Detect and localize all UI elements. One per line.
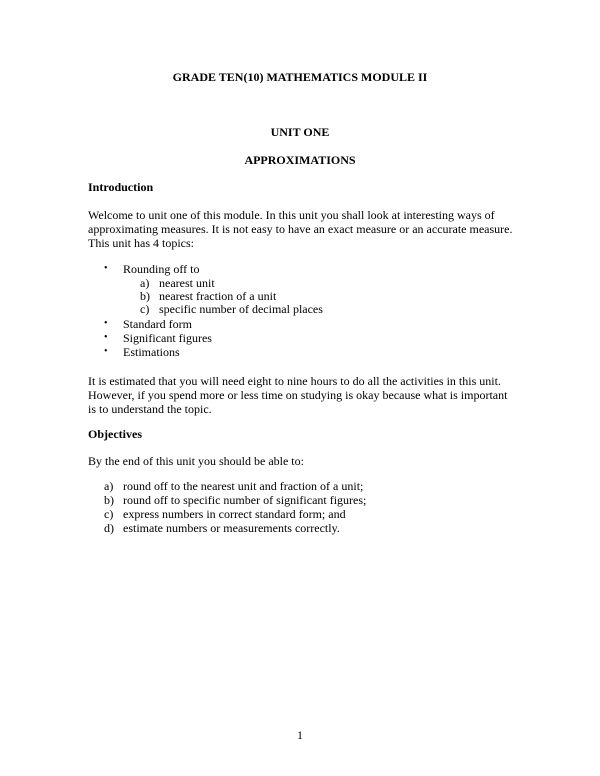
objective-text: round off to the nearest unit and fraction of a unit; [123,479,364,493]
subtopic-marker: c) [140,302,150,316]
topic-label: Standard form [123,317,192,331]
objective-text: estimate numbers or measurements correctly. [123,521,340,535]
module-title: GRADE TEN(10) MATHEMATICS MODULE II [172,70,428,84]
objective-marker: a) [104,479,114,493]
topic-label: Rounding off to [123,262,200,276]
subtopic-marker: a) [140,276,150,290]
introduction-heading: Introduction [88,180,154,194]
subtopic-marker: b) [140,289,150,303]
introduction-paragraph: Welcome to unit one of this module. In this unit you shall look at interesting ways of approximating measures. It is not easy to have an exact measure or an accurate measure. This unit has 4 topics: [88,208,513,250]
unit-title: UNIT ONE [270,125,330,139]
subtopic-text: nearest unit [159,276,215,290]
topic-label: Significant figures [123,331,212,345]
objective-text: express numbers in correct standard form; and [123,507,346,521]
topic-label: Estimations [123,345,180,359]
bullet-icon: • [104,318,108,329]
objectives-heading: Objectives [88,427,142,441]
objective-marker: b) [104,493,114,507]
bullet-icon: • [104,332,108,343]
objective-marker: d) [104,521,114,535]
subtopic-text: nearest fraction of a unit [159,289,277,303]
time-paragraph: It is estimated that you will need eight to nine hours to do all the activities in this unit. However, if you spend more or less time on studying is okay because what is important is to understand the topic. [88,374,508,416]
objective-text: round off to specific number of significant figures; [123,493,367,507]
unit-subtitle: APPROXIMATIONS [244,153,356,167]
subtopic-text: specific number of decimal places [159,302,323,316]
objectives-intro: By the end of this unit you should be able to: [88,454,304,468]
bullet-icon: • [104,346,108,357]
bullet-icon: • [104,263,108,274]
objective-marker: c) [104,507,114,521]
page-number: 1 [297,728,303,742]
